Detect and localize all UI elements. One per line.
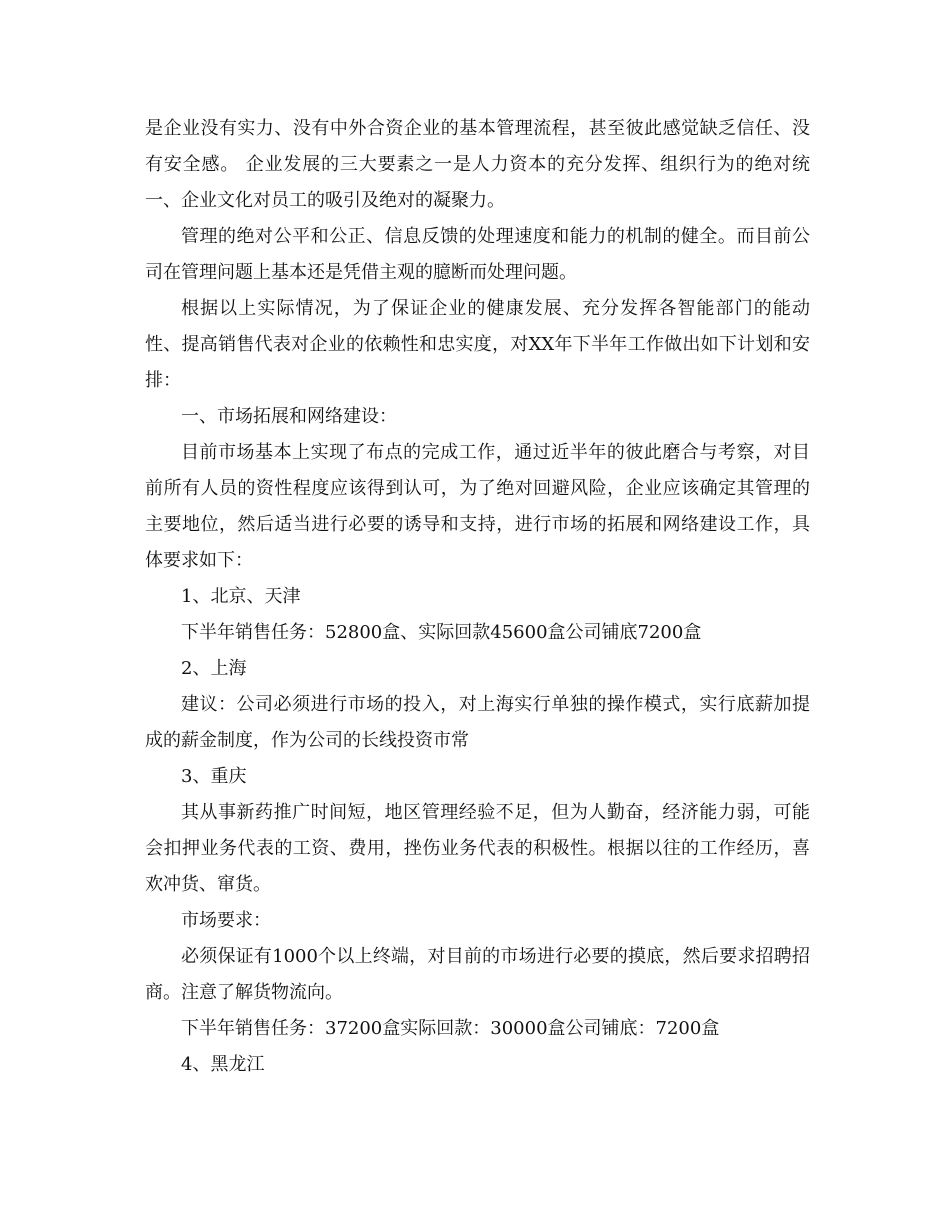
subheading: 1、北京、天津 bbox=[181, 586, 301, 607]
subheading: 3、重庆 bbox=[181, 766, 247, 787]
document-body bbox=[145, 111, 810, 1083]
subheading: 4、黑龙江 bbox=[181, 1054, 265, 1075]
paragraph: 下半年销售任务：37200盒实际回款：30000盒公司铺底：7200盒 bbox=[181, 1018, 720, 1039]
section-heading: 一、市场拓展和网络建设： bbox=[181, 406, 397, 427]
paragraph: 管理的绝对公平和公正、信息反馈的处理速度和能力的机制的健全。而目前公司在管理问题上基本还是凭借主观的臆断而处理问题。 bbox=[145, 226, 810, 283]
paragraph: 根据以上实际情况，为了保证企业的健康发展、充分发挥各智能部门的能动性、提高销售代表对企业的依赖性和忠实度，对XX年下半年工作做出如下计划和安排： bbox=[145, 298, 810, 391]
paragraph: 下半年销售任务：52800盒、实际回款45600盒公司铺底7200盒 bbox=[181, 622, 702, 643]
paragraph: 其从事新药推广时间短，地区管理经验不足，但为人勤奋，经济能力弱，可能会扣押业务代表的工资、费用，挫伤业务代表的积极性。根据以往的工作经历，喜欢冲货、窜货。 bbox=[145, 802, 810, 895]
paragraph: 建议：公司必须进行市场的投入，对上海实行单独的操作模式，实行底薪加提成的薪金制度，作为公司的长线投资市常 bbox=[145, 694, 810, 751]
paragraph: 目前市场基本上实现了布点的完成工作，通过近半年的彼此磨合与考察，对目前所有人员的资性程度应该得到认可，为了绝对回避风险，企业应该确定其管理的主要地位，然后适当进行必要的诱导和支持，进行市场的拓展和网络建设工作，具体要求如下： bbox=[145, 442, 810, 571]
paragraph: 市场要求： bbox=[181, 910, 271, 931]
subheading: 2、上海 bbox=[181, 658, 247, 679]
paragraph: 必须保证有1000个以上终端，对目前的市场进行必要的摸底，然后要求招聘招商。注意了解货物流向。 bbox=[145, 946, 810, 1003]
paragraph-continuation: 是企业没有实力、没有中外合资企业的基本管理流程，甚至彼此感觉缺乏信任、没有安全感。 企业发展的三大要素之一是人力资本的充分发挥、组织行为的绝对统一、企业文化对员工的吸引及绝对的凝聚力。 bbox=[145, 118, 810, 211]
